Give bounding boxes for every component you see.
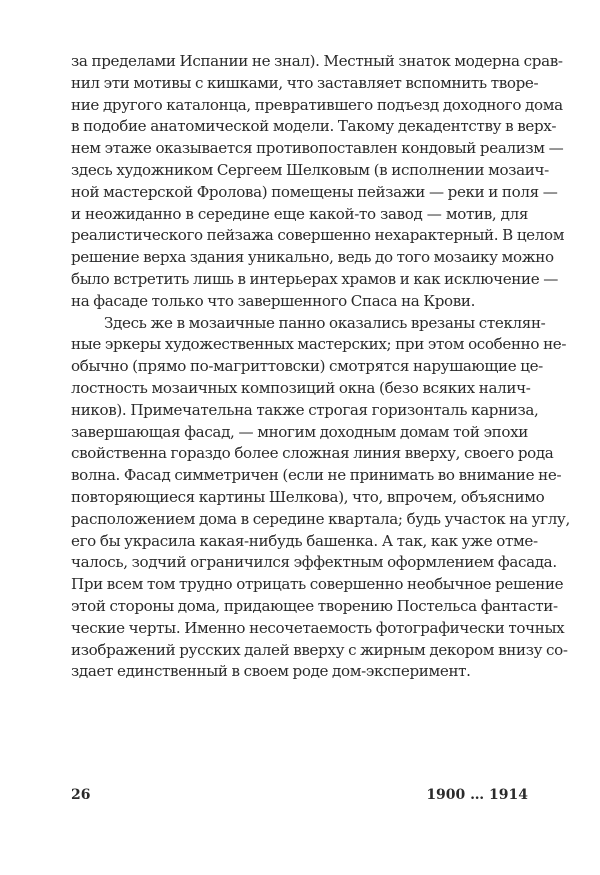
text-line: этой стороны дома, придающее творению Постельса фантасти- <box>71 596 558 615</box>
text-line: решение верха здания уникально, ведь до того мозаику можно <box>71 248 554 267</box>
text-line: здесь художником Сергеем Шелковым (в исполнении мозаич- <box>71 160 549 179</box>
paragraph <box>71 313 570 684</box>
text-line: ние другого каталонца, превратившего подъезд доходного дома <box>71 95 563 114</box>
text-line: было встретить лишь в интерьерах храмов и как исключение — <box>71 269 558 288</box>
text-line: на фасаде только что завершенного Спаса на Крови. <box>71 291 476 310</box>
page-number: 26 <box>71 787 91 803</box>
text-line: волна. Фасад симметричен (если не принимать во внимание не- <box>71 466 562 485</box>
text-line: реалистического пейзажа совершенно нехарактерный. В целом <box>71 226 565 245</box>
text-line: ников). Примечательна также строгая горизонталь карниза, <box>71 400 539 419</box>
text-line: ной мастерской Фролова) помещены пейзажи — реки и поля — <box>71 182 558 201</box>
running-head: 1900 … 1914 <box>426 787 528 803</box>
text-line: за пределами Испании не знал). Местный знаток модерна срав- <box>71 52 563 70</box>
text-line: свойственна гораздо более сложная линия вверху, своего рода <box>71 444 554 463</box>
text-line: завершающая фасад, — многим доходным домам той эпохи <box>71 422 528 441</box>
text-line: в подобие анатомической модели. Такому декадентству в верх- <box>71 117 557 136</box>
text-line: обычно (прямо по-магриттовски) смотрятся нарушающие це- <box>71 357 543 376</box>
text-line: изображений русских далей вверху с жирным декором внизу со- <box>71 640 568 659</box>
text-line: расположением дома в середине квартала; будь участок на углу, <box>71 509 570 528</box>
text-line: лостность мозаичных композиций окна (безо всяких налич- <box>71 378 531 397</box>
page-body <box>71 51 570 683</box>
text-line: нем этаже оказывается противопоставлен кондовый реализм — <box>71 139 564 158</box>
text-line: и неожиданно в середине еще какой-то завод — мотив, для <box>71 204 528 223</box>
text-line: ные эркеры художественных мастерских; при этом особенно не- <box>71 335 567 354</box>
paragraph <box>71 51 565 313</box>
text-line: его бы украсила какая-нибудь башенка. А так, как уже отме- <box>71 531 538 550</box>
text-line: При всем том трудно отрицать совершенно необычное решение <box>71 575 564 594</box>
text-line: здает единственный в своем роде дом-эксперимент. <box>71 662 471 681</box>
text-line: нил эти мотивы с кишками, что заставляет вспомнить творе- <box>71 73 539 92</box>
text-line: Здесь же в мозаичные панно оказались врезаны стеклян- <box>104 313 546 332</box>
text-line: ческие черты. Именно несочетаемость фотографически точных <box>71 618 565 637</box>
text-line: чалось, зодчий ограничился эффектным оформлением фасада. <box>71 553 557 572</box>
text-line: повторяющиеся картины Шелкова), что, впрочем, объяснимо <box>71 487 545 506</box>
